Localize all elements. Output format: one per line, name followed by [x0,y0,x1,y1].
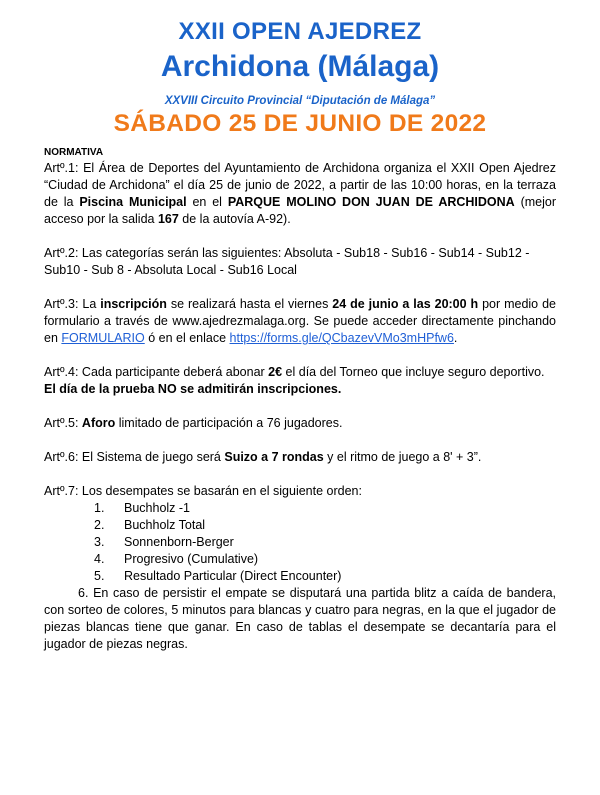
article-2-label: Artº.2 [44,246,75,260]
list-item-text: Sonnenborn-Berger [124,535,234,549]
list-item-number: 4. [94,552,105,566]
article-1-exit: 167 [157,212,179,226]
title-date: SÁBADO 25 DE JUNIO DE 2022 [113,110,487,137]
article-3-text-5: . [453,331,458,345]
article-2-text: : Las categorías serán las siguientes: Absoluta - Sub18 - Sub16 - Sub14 - Sub12 - Sub10 - Sub 8 - Absoluta Local - Sub16 Local [44,246,530,277]
article-3-text: : La [74,297,101,311]
title-open: XXII OPEN AJEDREZ [178,18,422,45]
list-item [44,534,556,551]
article-5-text-2: limitado de participación a 76 jugadores. [115,416,343,430]
list-item-number: 3. [94,535,105,549]
list-item-text: Progresivo (Cumulative) [124,552,259,566]
article-1-venue: Piscina Municipal [79,195,187,209]
article-3 [44,296,556,347]
tiebreak-list [44,500,556,585]
article-3-text-2: se realizará hasta el viernes [166,297,333,311]
list-item-text: Buchholz Total [124,518,206,532]
list-item-text: Resultado Particular (Direct Encounter) [124,569,342,583]
list-item-number: 1. [94,501,105,515]
article-4-text: : Cada participante deberá abonar [74,365,269,379]
list-item [44,517,556,534]
article-4-text-2: el día del Torneo que incluye seguro deportivo. [282,365,545,379]
spacer [44,432,556,449]
article-4-label: Artº.4 [44,365,75,379]
article-1-text-4: de la autovía A-92). [178,212,291,226]
spacer [44,347,556,364]
article-3-deadline: 24 de junio a las 20:00 h [332,297,479,311]
rules-body [44,146,556,653]
article-3-label: Artº.3 [44,297,75,311]
article-4 [44,364,556,381]
list-item [44,551,556,568]
spacer [44,279,556,296]
article-1-text-2: en el [186,195,228,209]
forms-url-link[interactable]: https://forms.gle/QCbazevVMo3mHPfw6 [229,331,454,345]
article-3-text-3: por medio de formulario a través de www.ajedrezmalaga.org. Se puede acceder directamente pinchando en [44,297,556,345]
spacer [44,398,556,415]
article-7-intro: : Los desempates se basarán en el siguiente orden: [74,484,362,498]
article-6-system: Suizo a 7 rondas [224,450,324,464]
tiebreak-item-6: 6. En caso de persistir el empate se disputará una partida blitz a caída de bandera, con sorteo de colores, 5 minutos para blancas y cuatro para negras, en la que el jugador de piezas blancas tiene que ganar. En caso de tablas el desempate se decantaría para el jugador de piezas negras. [44,586,556,651]
form-link[interactable]: FORMULARIO [61,331,145,345]
article-1-label: Artº.1 [44,161,75,175]
no-inscriptions-notice: El día de la prueba NO se admitirán inscripciones. [44,382,342,396]
article-5-text: : [74,416,82,430]
article-7-label: Artº.7 [44,484,75,498]
article-6-text: : El Sistema de juego será [74,450,225,464]
spacer [44,466,556,483]
article-3-text-4: ó en el enlace [144,331,230,345]
subtitle-circuit: XXVIII Circuito Provincial “Diputación de Málaga” [164,95,436,107]
spacer [44,228,556,245]
article-6 [44,449,556,466]
article-6-label: Artº.6 [44,450,75,464]
list-item [44,500,556,517]
article-3-inscription: inscripción [100,297,167,311]
article-4-notice [44,381,556,398]
article-1 [44,160,556,228]
article-1-text-3: (mejor acceso por la salida [44,195,556,226]
article-5 [44,415,556,432]
article-4-fee: 2€ [268,365,283,379]
article-5-capacity: Aforo [81,416,116,430]
section-title: NORMATIVA [44,147,104,158]
list-item [44,568,556,585]
article-1-park: PARQUE MOLINO DON JUAN DE ARCHIDONA [227,195,515,209]
article-7 [44,483,556,500]
title-location: Archidona (Málaga) [160,50,440,83]
article-5-label: Artº.5 [44,416,75,430]
article-6-text-2: y el ritmo de juego a 8' + 3”. [323,450,482,464]
article-2 [44,245,556,279]
list-item-number: 5. [94,569,105,583]
article-1-text: : El Área de Deportes del Ayuntamiento de Archidona organiza el XXII Open Ajedrez “Ciudad de Archidona” el día 25 de junio de 2022, a partir de las 10:00 horas, en la terraza de la [44,161,556,209]
list-item-text: Buchholz -1 [124,501,191,515]
list-item-number: 2. [94,518,105,532]
